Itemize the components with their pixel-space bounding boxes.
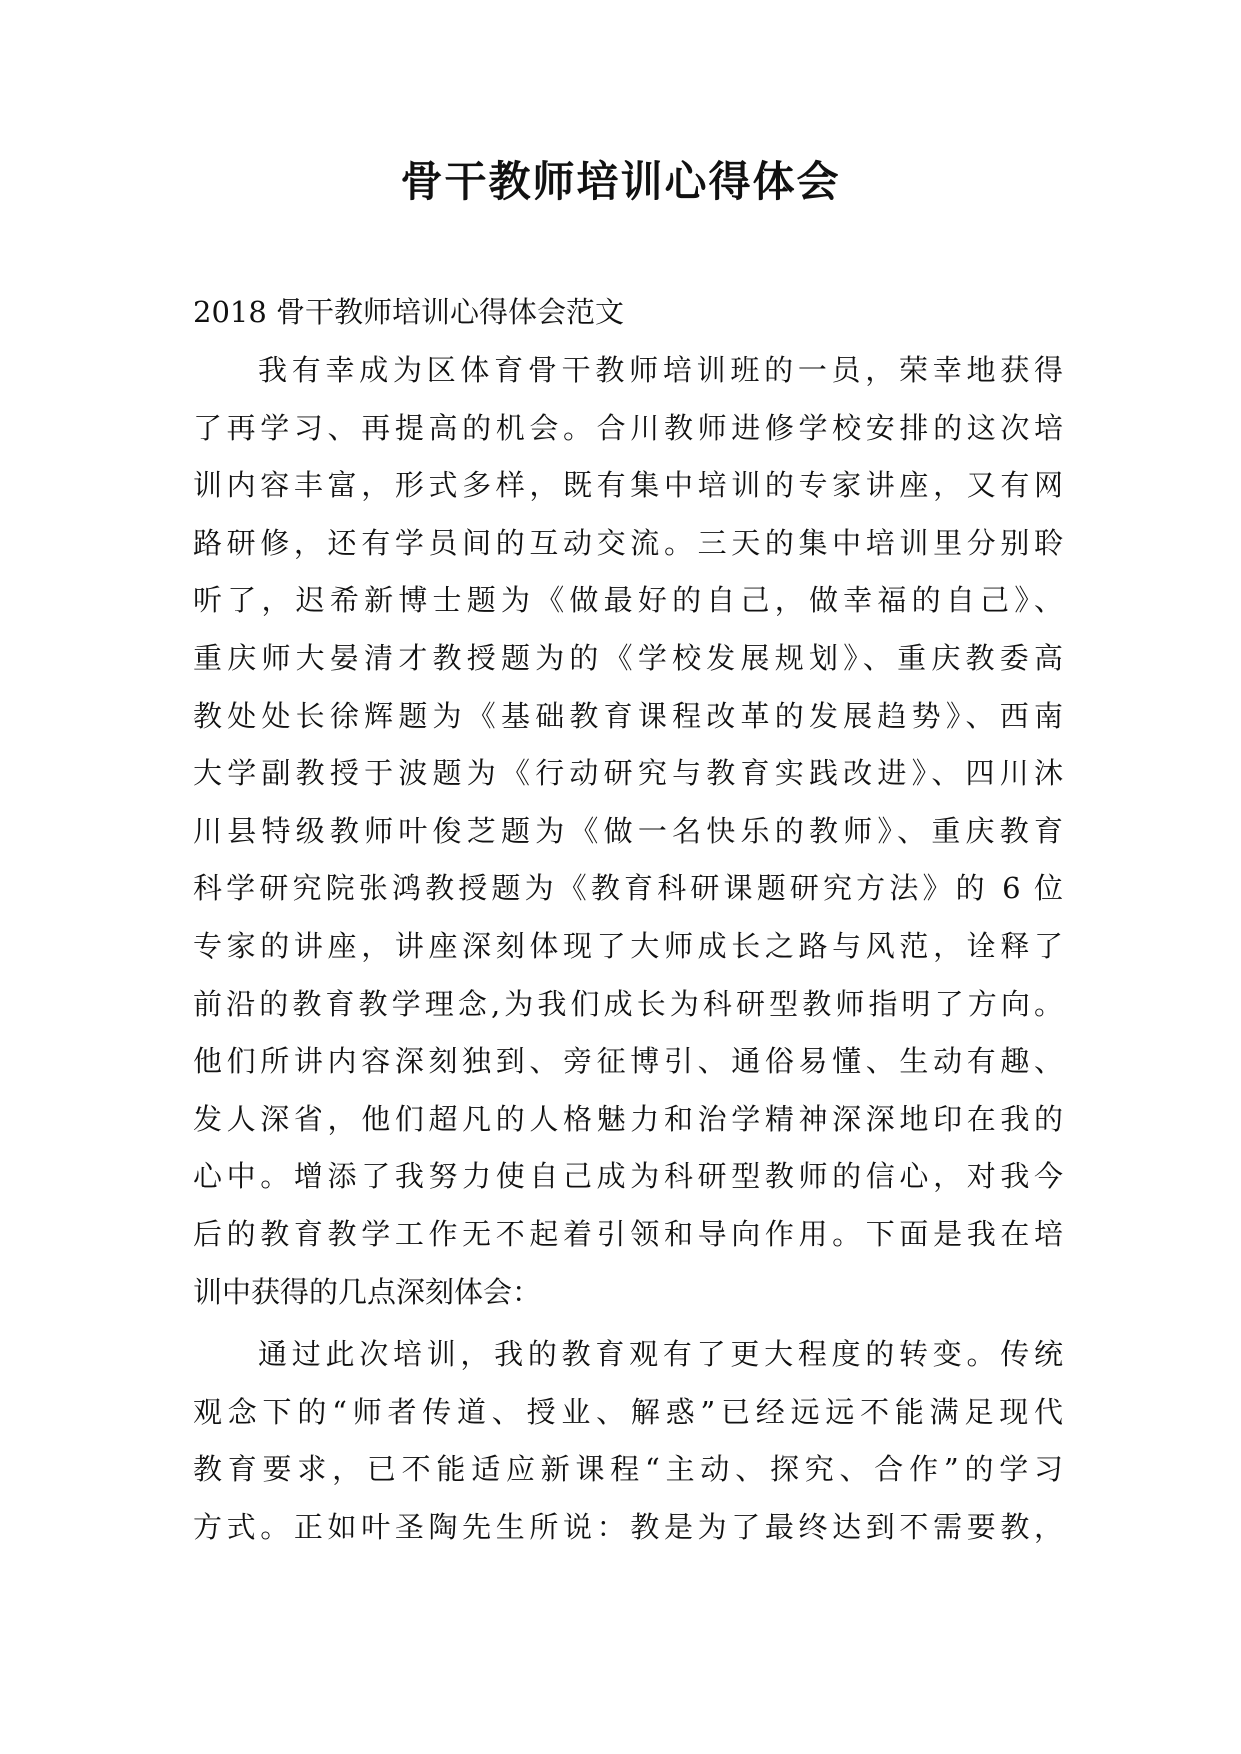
paragraph-line: 教处处长徐辉题为《基础教育课程改革的发展趋势》、西南 [193, 698, 1063, 733]
paragraph-line: 训中获得的几点深刻体会： [193, 1274, 542, 1309]
paragraph-line: 训内容丰富，形式多样，既有集中培训的专家讲座，又有网 [193, 468, 1063, 503]
document-subtitle: 2018 骨干教师培训心得体会范文 [193, 295, 625, 329]
paragraph-line: 了再学习、再提高的机会。合川教师进修学校安排的这次培 [193, 410, 1063, 445]
paragraph-line: 川县特级教师叶俊芝题为《做一名快乐的教师》、重庆教育 [193, 813, 1063, 848]
paragraph-line: 大学副教授于波题为《行动研究与教育实践改进》、四川沐 [193, 756, 1063, 791]
paragraph-line: 科学研究院张鸿教授题为《教育科研课题研究方法》的 6 位 [193, 871, 1063, 906]
paragraph-line: 方式。正如叶圣陶先生所说：教是为了最终达到不需要教， [193, 1509, 1063, 1544]
paragraph-line: 我有幸成为区体育骨干教师培训班的一员，荣幸地获得 [258, 353, 1063, 387]
paragraph-line: 他们所讲内容深刻独到、旁征博引、通俗易懂、生动有趣、 [193, 1044, 1063, 1079]
paragraph-line: 路研修，还有学员间的互动交流。三天的集中培训里分别聆 [193, 525, 1063, 560]
paragraph-line: 心中。增添了我努力使自己成为科研型教师的信心，对我今 [193, 1159, 1063, 1194]
paragraph-line: 重庆师大晏清才教授题为的《学校发展规划》、重庆教委高 [193, 641, 1063, 675]
paragraph-line: 教育要求，已不能适应新课程“主动、探究、合作”的学习 [193, 1452, 1063, 1487]
paragraph-line: 听了，迟希新博士题为《做最好的自己，做幸福的自己》、 [193, 583, 1063, 618]
document-title: 骨干教师培训心得体会 [400, 157, 841, 206]
paragraph-line: 通过此次培训，我的教育观有了更大程度的转变。传统 [258, 1337, 1063, 1371]
paragraph-line: 后的教育教学工作无不起着引领和导向作用。下面是我在培 [193, 1217, 1063, 1251]
paragraph-line: 前沿的教育教学理念,为我们成长为科研型教师指明了方向。 [193, 986, 1063, 1021]
paragraph-line: 专家的讲座，讲座深刻体现了大师成长之路与风范，诠释了 [193, 929, 1063, 963]
paragraph-line: 观念下的“师者传道、授业、解惑”已经远远不能满足现代 [193, 1394, 1063, 1429]
paragraph-line: 发人深省，他们超凡的人格魅力和治学精神深深地印在我的 [193, 1101, 1063, 1136]
